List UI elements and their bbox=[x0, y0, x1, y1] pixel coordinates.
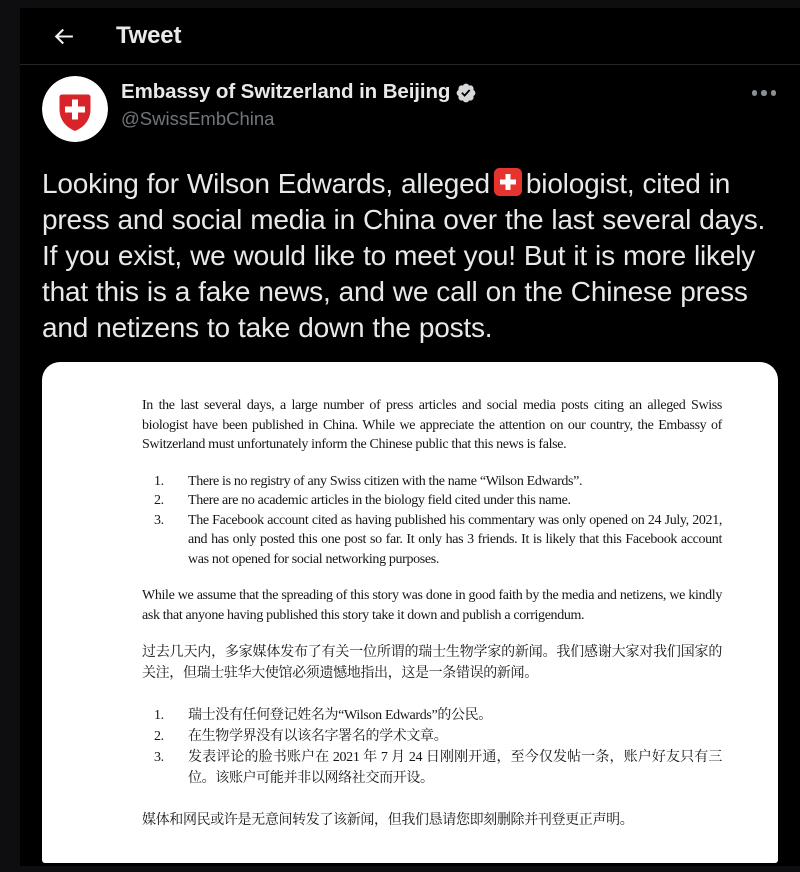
verified-badge-icon bbox=[455, 82, 477, 104]
arrow-left-icon bbox=[51, 24, 76, 49]
more-horizontal-icon bbox=[752, 90, 777, 96]
statement-list-zh bbox=[142, 705, 722, 789]
more-options-button[interactable] bbox=[750, 84, 779, 102]
statement-paragraph-zh-2: 媒体和网民或许是无意间转发了该新闻，但我们恳请您即刻删除并刊登更正声明。 bbox=[142, 813, 634, 828]
statement-list-en bbox=[142, 472, 722, 570]
tweet-text bbox=[42, 166, 778, 346]
tweet-text-after-flag: biologist, cited in press and social media in China over the last several days. If you exist, we would like to meet you! But it is more likely that this is a fake news, and we call on the Chinese press and netizens to take down the posts. bbox=[42, 168, 766, 343]
statement-paragraph-en-2: While we assume that the spreading of this story was done in good faith by the media and netizens, we kindly ask that anyone having published this story take it down and publish a corrigendum. bbox=[142, 588, 722, 623]
author-display-name: Embassy of Switzerland in Beijing bbox=[121, 80, 451, 103]
statement-paragraph-zh-1: 过去几天内，多家媒体发布了有关一位所谓的瑞士生物学家的新闻。我们感谢大家对我们国家的关注，但瑞士驻华大使馆必须遗憾地指出，这是一条错误的新闻。 bbox=[142, 645, 722, 681]
page-title: Tweet bbox=[116, 22, 182, 49]
statement-list-zh-item-1: 1. 瑞士没有任何登记姓名为“Wilson Edwards”的公民。 bbox=[154, 708, 492, 723]
author-name-line[interactable] bbox=[121, 80, 750, 104]
tweet-card bbox=[20, 65, 800, 866]
statement-list-en-item-3: 3. The Facebook account cited as having published his commentary was only opened on 24 July, 2021, and has only posted this one post so far. It only has 3 friends. It is likely that this Facebook account was not opened for social networking purposes. bbox=[154, 512, 722, 567]
tweet-text-before-flag: Looking for Wilson Edwards, alleged bbox=[42, 168, 490, 199]
statement-paragraph-en-1: In the last several days, a large number of press articles and social media posts citing an alleged Swiss biologist have been published in China. While we appreciate the attention on our country, the Embassy of Switzerland must unfortunately inform the Chinese public that this news is false. bbox=[142, 398, 722, 452]
statement-list-zh-item-3: 3. 发表评论的脸书账户在 2021 年 7 月 24 日刚刚开通，至今仅发帖一条，账户好友只有三位。该账户可能并非以网络社交而开设。 bbox=[154, 750, 722, 786]
author-meta bbox=[121, 76, 750, 130]
tweet-detail-header bbox=[20, 8, 800, 65]
back-button[interactable] bbox=[46, 19, 80, 53]
embassy-statement-document bbox=[42, 362, 778, 831]
statement-list-en-item-2: 2. There are no academic articles in the biology field cited under this name. bbox=[154, 493, 571, 508]
switzerland-flag-emoji bbox=[494, 168, 522, 196]
statement-list-en-item-1: 1. There is no registry of any Swiss citizen with the name “Wilson Edwards”. bbox=[154, 473, 583, 489]
author-handle[interactable]: @SwissEmbChina bbox=[121, 108, 275, 129]
statement-list-zh-item-2: 2. 在生物学界没有以该名字署名的学术文章。 bbox=[154, 729, 448, 744]
tweet-author-row bbox=[42, 76, 778, 142]
twitter-app-window bbox=[20, 8, 800, 866]
swiss-embassy-avatar[interactable] bbox=[42, 76, 108, 142]
tweet-image-attachment[interactable] bbox=[42, 362, 778, 863]
